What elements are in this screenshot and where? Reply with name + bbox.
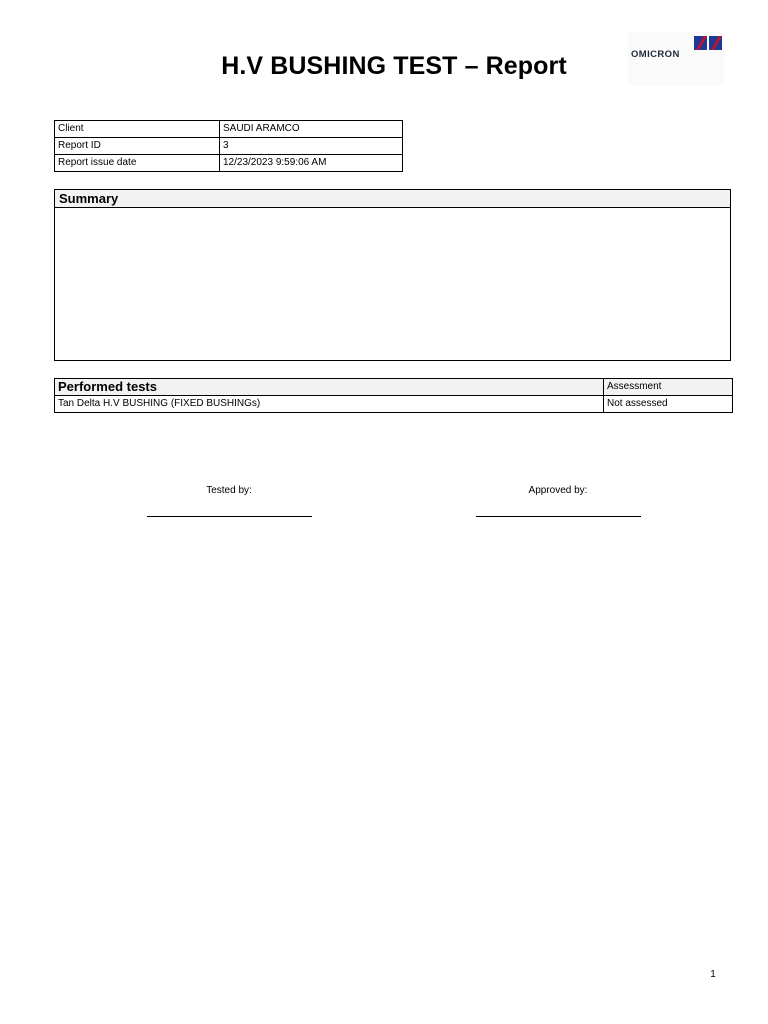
info-label: Client <box>55 121 220 138</box>
approved-by-label: Approved by: <box>528 485 588 496</box>
info-value: SAUDI ARAMCO <box>220 121 403 138</box>
tests-header-row <box>55 379 733 396</box>
report-info-table <box>54 120 403 172</box>
summary-heading: Summary <box>55 190 730 208</box>
info-row-report-id <box>55 138 403 155</box>
omicron-logo-text: OMICRON <box>631 49 680 60</box>
report-title: H.V BUSHING TEST – Report <box>221 52 567 80</box>
info-row-client <box>55 121 403 138</box>
info-value: 3 <box>220 138 403 155</box>
summary-section <box>54 189 731 361</box>
performed-tests-heading: Performed tests <box>55 379 604 396</box>
info-row-issue-date <box>55 155 403 172</box>
info-label: Report ID <box>55 138 220 155</box>
test-assessment: Not assessed <box>604 396 733 413</box>
table-row <box>55 396 733 413</box>
tested-by-label: Tested by: <box>206 485 252 496</box>
assessment-heading: Assessment <box>604 379 733 396</box>
performed-tests-table <box>54 378 733 413</box>
test-name: Tan Delta H.V BUSHING (FIXED BUSHINGs) <box>55 396 604 413</box>
info-value: 12/23/2023 9:59:06 AM <box>220 155 403 172</box>
omicron-logo <box>628 32 724 86</box>
info-label: Report issue date <box>55 155 220 172</box>
page-number: 1 <box>710 969 716 980</box>
approved-by-signature-line <box>476 516 641 517</box>
tested-by-signature-line <box>147 516 312 517</box>
omicron-logo-mark-icon <box>694 34 724 52</box>
